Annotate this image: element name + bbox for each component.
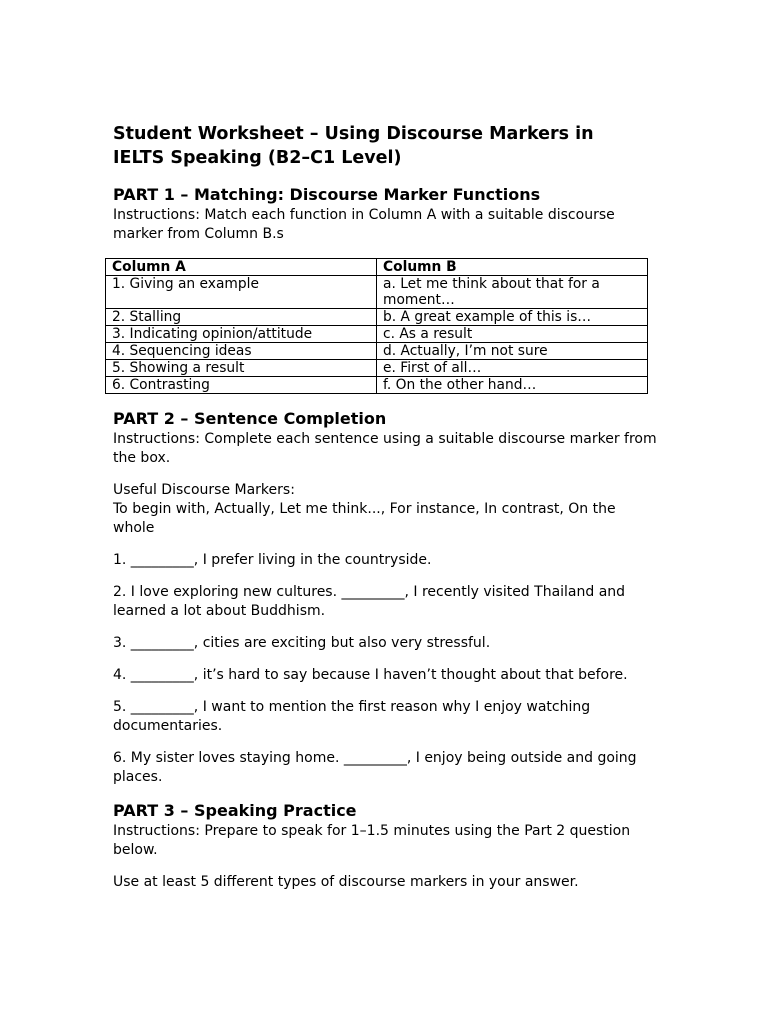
table-cell: c. As a result bbox=[377, 326, 648, 343]
sentence-6: 6. My sister loves staying home. _________, I enjoy being outside and going places. bbox=[113, 750, 637, 785]
table-row bbox=[106, 326, 648, 343]
marker-box-items: To begin with, Actually, Let me think..., For instance, In contrast, On the whole bbox=[113, 501, 616, 536]
table-row bbox=[106, 343, 648, 360]
sentence-2: 2. I love exploring new cultures. _________, I recently visited Thailand and learned a lot about Buddhism. bbox=[113, 584, 626, 619]
sentence-1: 1. _________, I prefer living in the countryside. bbox=[113, 552, 432, 568]
table-row bbox=[106, 276, 648, 309]
column-b-header: Column B bbox=[377, 259, 648, 276]
part3-note: Use at least 5 different types of discourse markers in your answer. bbox=[113, 874, 579, 890]
matching-table bbox=[105, 258, 648, 394]
table-cell: b. A great example of this is… bbox=[377, 309, 648, 326]
part1-instructions: Instructions: Match each function in Column A with a suitable discourse marker from Column B.s bbox=[113, 207, 615, 242]
table-cell: e. First of all… bbox=[377, 360, 648, 377]
part3-heading: PART 3 – Speaking Practice bbox=[113, 801, 357, 820]
sentence-3: 3. _________, cities are exciting but also very stressful. bbox=[113, 635, 491, 651]
table-cell: 6. Contrasting bbox=[106, 377, 377, 394]
part2-instructions: Instructions: Complete each sentence using a suitable discourse marker from the box. bbox=[113, 431, 657, 466]
table-row bbox=[106, 377, 648, 394]
table-row bbox=[106, 360, 648, 377]
table-row bbox=[106, 309, 648, 326]
sentence-5: 5. _________, I want to mention the first reason why I enjoy watching documentaries. bbox=[113, 699, 591, 734]
part1-heading: PART 1 – Matching: Discourse Marker Functions bbox=[113, 185, 541, 204]
part2-heading: PART 2 – Sentence Completion bbox=[113, 409, 387, 428]
table-cell: f. On the other hand… bbox=[377, 377, 648, 394]
table-cell: 5. Showing a result bbox=[106, 360, 377, 377]
table-cell: 3. Indicating opinion/attitude bbox=[106, 326, 377, 343]
worksheet-page bbox=[112, 122, 658, 890]
table-cell: 1. Giving an example bbox=[106, 276, 377, 309]
table-cell: 2. Stalling bbox=[106, 309, 377, 326]
table-cell: a. Let me think about that for a moment… bbox=[377, 276, 648, 309]
sentence-4: 4. _________, it’s hard to say because I haven’t thought about that before. bbox=[113, 667, 628, 683]
table-cell: 4. Sequencing ideas bbox=[106, 343, 377, 360]
column-a-header: Column A bbox=[106, 259, 377, 276]
part2-section bbox=[113, 409, 658, 892]
table-header-row bbox=[106, 259, 648, 276]
table-cell: d. Actually, I’m not sure bbox=[377, 343, 648, 360]
marker-box-label: Useful Discourse Markers: bbox=[113, 482, 295, 498]
page-title: Student Worksheet – Using Discourse Markers in IELTS Speaking (B2–C1 Level) bbox=[113, 124, 594, 168]
part3-instructions: Instructions: Prepare to speak for 1–1.5 minutes using the Part 2 question below. bbox=[113, 823, 631, 858]
